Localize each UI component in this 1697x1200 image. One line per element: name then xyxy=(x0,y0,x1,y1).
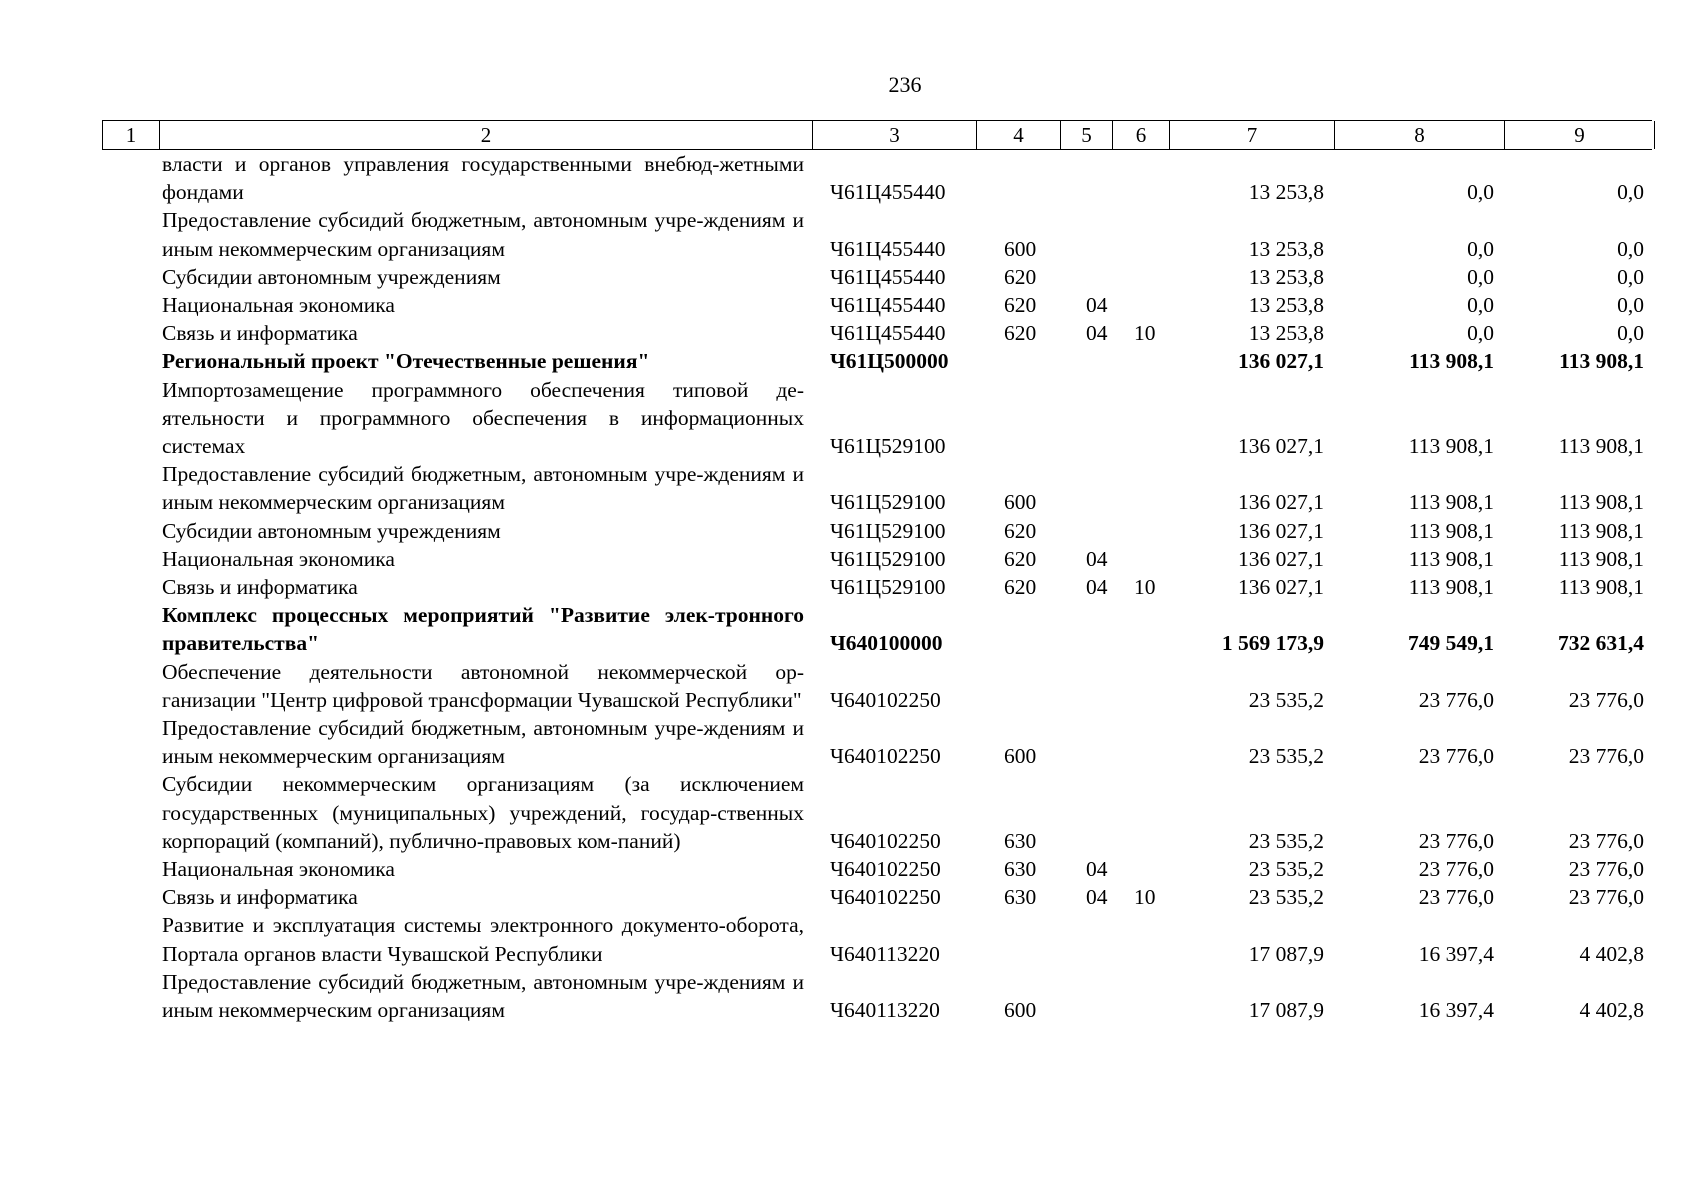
row-code-cell: Ч61Ц529100 xyxy=(830,546,946,571)
row-rz-cell: 04 xyxy=(1086,857,1108,882)
row-number-cell xyxy=(102,545,159,573)
table-row xyxy=(102,968,1652,1024)
row-code-cell: Ч640113220 xyxy=(830,998,940,1023)
row-name-cell: Предоставление субсидий бюджетным, автономным учре-ждениям и иным некоммерческим организациям xyxy=(162,208,804,261)
row-value-2024-cell: 1 569 173,9 xyxy=(1221,631,1324,656)
table-row xyxy=(102,319,1652,347)
row-value-2026-cell: 4 402,8 xyxy=(1579,998,1644,1023)
row-value-2025-cell: 0,0 xyxy=(1467,236,1494,261)
row-value-2026-cell: 0,0 xyxy=(1617,236,1644,261)
row-vr-cell: 630 xyxy=(1004,885,1037,910)
row-value-2026-cell: 23 776,0 xyxy=(1568,885,1644,910)
row-name-cell: Национальная экономика xyxy=(162,857,395,882)
row-number-cell xyxy=(102,206,159,262)
row-code-cell: Ч61Ц455440 xyxy=(830,321,946,346)
row-name-cell: Импортозамещение программного обеспечения типовой де-ятельности и программного обеспечения в информационных системах xyxy=(162,377,804,459)
row-value-2024-cell: 23 535,2 xyxy=(1248,857,1324,882)
row-vr-cell: 600 xyxy=(1004,744,1037,769)
row-value-2025-cell: 23 776,0 xyxy=(1418,744,1494,769)
row-vr-cell: 600 xyxy=(1004,998,1037,1023)
row-code-cell: Ч61Ц500000 xyxy=(830,349,949,374)
row-code-cell: Ч61Ц455440 xyxy=(830,293,946,318)
row-value-2026-cell: 113 908,1 xyxy=(1558,490,1644,515)
row-value-2025-cell: 0,0 xyxy=(1467,293,1494,318)
header-col-1: 1 xyxy=(103,121,160,149)
row-value-2024-cell: 13 253,8 xyxy=(1248,293,1324,318)
table-row xyxy=(102,573,1652,601)
row-value-2026-cell: 113 908,1 xyxy=(1559,349,1644,374)
row-name-cell: Национальная экономика xyxy=(162,293,395,318)
row-name-cell: Национальная экономика xyxy=(162,546,395,571)
row-vr-cell: 630 xyxy=(1004,828,1037,853)
row-value-2024-cell: 136 027,1 xyxy=(1238,575,1324,600)
table-row xyxy=(102,770,1652,855)
header-col-8: 8 xyxy=(1335,121,1505,149)
row-number-cell xyxy=(102,601,159,657)
row-value-2026-cell: 0,0 xyxy=(1617,264,1644,289)
row-value-2026-cell: 4 402,8 xyxy=(1579,941,1644,966)
row-value-2026-cell: 113 908,1 xyxy=(1558,546,1644,571)
row-pr-cell: 10 xyxy=(1134,885,1156,910)
row-value-2024-cell: 136 027,1 xyxy=(1238,518,1324,543)
row-vr-cell: 620 xyxy=(1004,264,1037,289)
row-value-2024-cell: 13 253,8 xyxy=(1248,236,1324,261)
row-name-cell: Связь и информатика xyxy=(162,575,358,600)
row-value-2024-cell: 23 535,2 xyxy=(1248,744,1324,769)
table-row xyxy=(102,883,1652,911)
row-code-cell: Ч61Ц529100 xyxy=(830,575,946,600)
row-code-cell: Ч640100000 xyxy=(830,631,943,656)
row-number-cell xyxy=(102,376,159,461)
row-value-2024-cell: 13 253,8 xyxy=(1248,180,1324,205)
row-value-2025-cell: 0,0 xyxy=(1467,264,1494,289)
header-col-2: 2 xyxy=(160,121,813,149)
row-code-cell: Ч61Ц529100 xyxy=(830,434,946,459)
row-vr-cell: 620 xyxy=(1004,575,1037,600)
row-value-2025-cell: 113 908,1 xyxy=(1408,518,1494,543)
table-row xyxy=(102,714,1652,770)
table-row xyxy=(102,263,1652,291)
row-value-2026-cell: 0,0 xyxy=(1617,293,1644,318)
row-number-cell xyxy=(102,658,159,714)
row-number-cell xyxy=(102,573,159,601)
table-row xyxy=(102,291,1652,319)
row-value-2025-cell: 16 397,4 xyxy=(1418,941,1494,966)
row-value-2025-cell: 113 908,1 xyxy=(1408,546,1494,571)
row-code-cell: Ч640113220 xyxy=(830,941,940,966)
row-value-2024-cell: 23 535,2 xyxy=(1248,828,1324,853)
row-name-cell: Субсидии автономным учреждениям xyxy=(162,264,501,289)
header-col-5: 5 xyxy=(1061,121,1113,149)
row-name-cell: власти и органов управления государственными внебюд-жетными фондами xyxy=(162,152,804,205)
table-row xyxy=(102,206,1652,262)
row-rz-cell: 04 xyxy=(1086,885,1108,910)
row-vr-cell: 600 xyxy=(1004,490,1037,515)
row-value-2025-cell: 0,0 xyxy=(1467,180,1494,205)
table-row xyxy=(102,658,1652,714)
row-value-2026-cell: 23 776,0 xyxy=(1568,828,1644,853)
row-vr-cell: 620 xyxy=(1004,546,1037,571)
row-value-2024-cell: 136 027,1 xyxy=(1238,490,1324,515)
row-value-2024-cell: 13 253,8 xyxy=(1248,264,1324,289)
row-number-cell xyxy=(102,150,159,206)
row-number-cell xyxy=(102,883,159,911)
row-code-cell: Ч61Ц529100 xyxy=(830,490,946,515)
row-value-2026-cell: 113 908,1 xyxy=(1558,434,1644,459)
row-vr-cell: 620 xyxy=(1004,293,1037,318)
row-value-2024-cell: 23 535,2 xyxy=(1248,885,1324,910)
row-value-2025-cell: 113 908,1 xyxy=(1408,490,1494,515)
row-pr-cell: 10 xyxy=(1134,321,1156,346)
table-row xyxy=(102,460,1652,516)
row-value-2024-cell: 17 087,9 xyxy=(1248,941,1324,966)
row-value-2024-cell: 13 253,8 xyxy=(1248,321,1324,346)
row-value-2026-cell: 23 776,0 xyxy=(1568,857,1644,882)
header-col-4: 4 xyxy=(977,121,1061,149)
row-number-cell xyxy=(102,347,159,375)
row-name-cell: Региональный проект "Отечественные решения" xyxy=(162,349,650,374)
row-rz-cell: 04 xyxy=(1086,321,1108,346)
row-value-2024-cell: 17 087,9 xyxy=(1248,998,1324,1023)
row-number-cell xyxy=(102,714,159,770)
header-col-7: 7 xyxy=(1170,121,1335,149)
table-row xyxy=(102,517,1652,545)
row-name-cell: Обеспечение деятельности автономной некоммерческой ор-ганизации "Центр цифровой трансформации Чувашской Республики" xyxy=(162,659,804,712)
row-code-cell: Ч640102250 xyxy=(830,857,941,882)
row-number-cell xyxy=(102,770,159,855)
row-name-cell: Предоставление субсидий бюджетным, автономным учре-ждениям и иным некоммерческим организациям xyxy=(162,969,804,1023)
table-body xyxy=(102,150,1652,1024)
row-value-2024-cell: 23 535,2 xyxy=(1248,687,1324,712)
row-value-2025-cell: 23 776,0 xyxy=(1418,857,1494,882)
row-value-2025-cell: 23 776,0 xyxy=(1418,828,1494,853)
row-name-cell: Связь и информатика xyxy=(162,885,358,910)
table-row xyxy=(102,911,1652,967)
row-value-2024-cell: 136 027,1 xyxy=(1238,434,1324,459)
table-row xyxy=(102,855,1652,883)
row-code-cell: Ч640102250 xyxy=(830,687,941,712)
row-rz-cell: 04 xyxy=(1086,546,1108,571)
row-number-cell xyxy=(102,319,159,347)
row-value-2025-cell: 113 908,1 xyxy=(1408,575,1494,600)
header-col-6: 6 xyxy=(1113,121,1170,149)
row-vr-cell: 620 xyxy=(1004,518,1037,543)
row-value-2026-cell: 113 908,1 xyxy=(1558,575,1644,600)
row-name-cell: Субсидии некоммерческим организациям (за исключением государственных (муниципальных) учреждений, государ-ственных корпораций (компаний), публично-правовых ком-паний) xyxy=(162,772,804,853)
row-value-2025-cell: 113 908,1 xyxy=(1408,434,1494,459)
row-value-2026-cell: 23 776,0 xyxy=(1568,687,1644,712)
row-number-cell xyxy=(102,517,159,545)
row-code-cell: Ч61Ц529100 xyxy=(830,518,946,543)
row-name-cell: Предоставление субсидий бюджетным, автономным учре-ждениям и иным некоммерческим организациям xyxy=(162,462,804,515)
header-col-3: 3 xyxy=(813,121,977,149)
header-col-9: 9 xyxy=(1505,121,1655,149)
row-number-cell xyxy=(102,855,159,883)
row-value-2025-cell: 0,0 xyxy=(1467,321,1494,346)
row-value-2025-cell: 113 908,1 xyxy=(1409,349,1494,374)
row-rz-cell: 04 xyxy=(1086,575,1108,600)
row-name-cell: Комплекс процессных мероприятий "Развитие элек-тронного правительства" xyxy=(162,603,804,656)
row-number-cell xyxy=(102,911,159,967)
row-vr-cell: 600 xyxy=(1004,236,1037,261)
row-number-cell xyxy=(102,263,159,291)
row-code-cell: Ч61Ц455440 xyxy=(830,236,946,261)
row-number-cell xyxy=(102,460,159,516)
row-code-cell: Ч61Ц455440 xyxy=(830,264,946,289)
row-code-cell: Ч640102250 xyxy=(830,744,941,769)
row-value-2026-cell: 0,0 xyxy=(1617,321,1644,346)
row-value-2024-cell: 136 027,1 xyxy=(1238,349,1324,374)
row-value-2025-cell: 749 549,1 xyxy=(1408,631,1494,656)
table-row xyxy=(102,376,1652,461)
row-value-2026-cell: 732 631,4 xyxy=(1558,631,1644,656)
row-value-2026-cell: 113 908,1 xyxy=(1558,518,1644,543)
table-header xyxy=(102,120,1652,150)
table-row xyxy=(102,347,1652,375)
row-number-cell xyxy=(102,968,159,1024)
row-name-cell: Субсидии автономным учреждениям xyxy=(162,518,501,543)
row-code-cell: Ч640102250 xyxy=(830,828,941,853)
row-rz-cell: 04 xyxy=(1086,293,1108,318)
row-name-cell: Связь и информатика xyxy=(162,321,358,346)
row-name-cell: Развитие и эксплуатация системы электронного документо-оборота, Портала органов власти Чувашской Республики xyxy=(162,913,804,966)
row-value-2024-cell: 136 027,1 xyxy=(1238,546,1324,571)
page-number: 236 xyxy=(888,72,922,97)
row-code-cell: Ч640102250 xyxy=(830,885,941,910)
row-value-2026-cell: 0,0 xyxy=(1617,180,1644,205)
table-row xyxy=(102,545,1652,573)
row-number-cell xyxy=(102,291,159,319)
row-vr-cell: 620 xyxy=(1004,321,1037,346)
row-value-2026-cell: 23 776,0 xyxy=(1568,744,1644,769)
row-value-2025-cell: 23 776,0 xyxy=(1418,885,1494,910)
row-value-2025-cell: 23 776,0 xyxy=(1418,687,1494,712)
row-code-cell: Ч61Ц455440 xyxy=(830,180,946,205)
row-name-cell: Предоставление субсидий бюджетным, автономным учре-ждениям и иным некоммерческим организациям xyxy=(162,716,804,769)
table-row xyxy=(102,601,1652,657)
table-row xyxy=(102,150,1652,206)
row-vr-cell: 630 xyxy=(1004,857,1037,882)
row-value-2025-cell: 16 397,4 xyxy=(1418,998,1494,1023)
row-pr-cell: 10 xyxy=(1134,575,1156,600)
